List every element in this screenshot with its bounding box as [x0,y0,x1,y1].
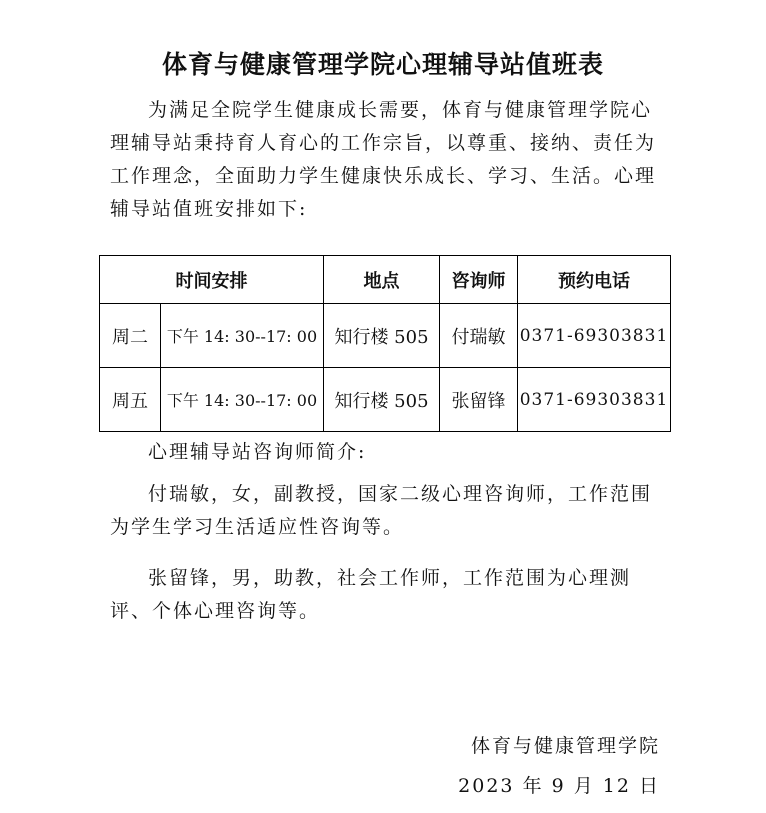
row-counselor: 张留锋 [440,368,518,432]
row-day: 周二 [100,304,161,368]
header-time: 时间安排 [100,256,324,304]
counselor-intro-1: 付瑞敏，女，副教授，国家二级心理咨询师，工作范围为学生学习生活适应性咨询等。 [110,483,653,538]
table-row [100,304,671,368]
header-counselor: 咨询师 [440,256,518,304]
page-title: 体育与健康管理学院心理辅导站值班表 [161,49,604,79]
row-time: 下午 14: 30--17: 00 [161,368,324,432]
header-phone: 预约电话 [518,256,671,304]
signature-org: 体育与健康管理学院 [470,735,660,757]
header-place: 地点 [324,256,440,304]
row-day: 周五 [100,368,161,432]
duty-schedule-table [99,255,671,432]
intro-paragraph: 为满足全院学生健康成长需要，体育与健康管理学院心理辅导站秉持育人育心的工作宗旨，以尊重、接纳、责任为工作理念，全面助力学生健康快乐成长、学习、生活。心理辅导站值班安排如下: [110,99,657,220]
row-time: 下午 14: 30--17: 00 [161,304,324,368]
row-counselor: 付瑞敏 [440,304,518,368]
signature-date: 2023 年 9 月 12 日 [458,775,660,797]
row-phone: 0371-69303831 [518,304,671,368]
row-phone: 0371-69303831 [518,368,671,432]
table-row [100,368,671,432]
counselor-intro-2: 张留锋，男，助教，社会工作师，工作范围为心理测评、个体心理咨询等。 [110,567,632,622]
row-place: 知行楼 505 [324,368,440,432]
row-place: 知行楼 505 [324,304,440,368]
counselors-heading: 心理辅导站咨询师简介: [148,441,367,463]
table-header-row [100,256,671,304]
